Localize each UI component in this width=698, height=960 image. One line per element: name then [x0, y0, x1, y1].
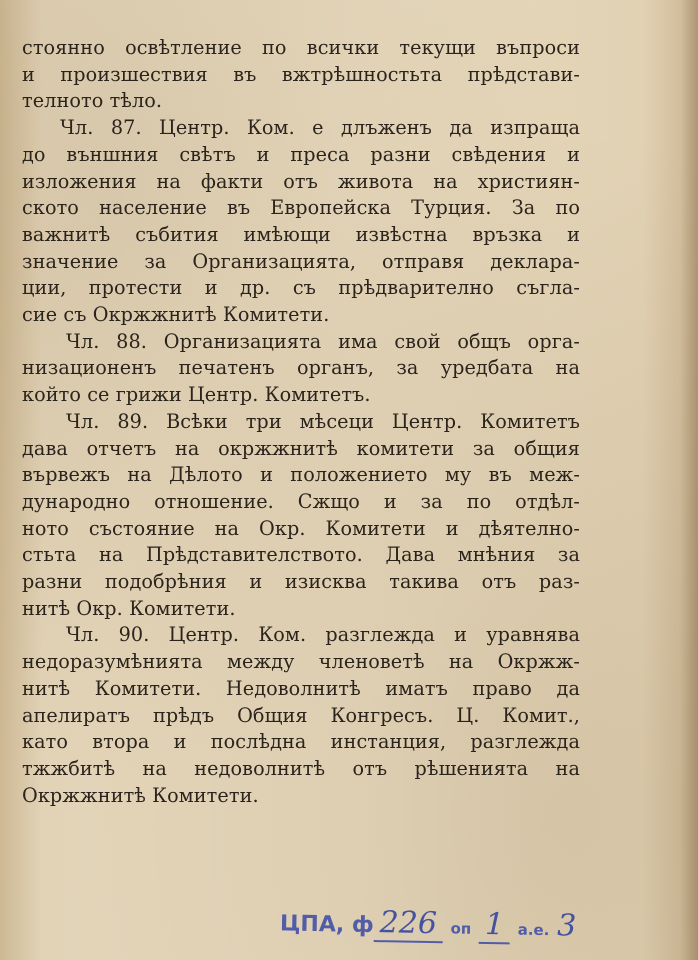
archive-stamp [280, 903, 577, 945]
text-line: стоянно освѣтление по всички текущи въпроси [22, 36, 580, 59]
stamp-unit-number: 3 [556, 908, 577, 944]
text-line: ции, протести и др. съ прѣдварително съгла- [22, 276, 580, 300]
text-line: дава отчетъ на окржжнитѣ комитети за общия [22, 436, 580, 460]
article-89-heading-line: Чл. 89. Всѣки три мѣсеци Центр. Комитетъ [66, 409, 580, 433]
stamp-op-label: оп [450, 919, 472, 938]
text-line: нитѣ Комитети. Недоволнитѣ иматъ право да [22, 676, 580, 700]
stamp-prefix: ЦПА, ф [279, 911, 374, 939]
article-90-heading-line: Чл. 90. Центр. Ком. разглежда и уравнява [66, 623, 580, 647]
text-line: като втора и послѣдна инстанция, разглежда [22, 730, 580, 754]
stamp-opis-number: 1 [479, 907, 511, 945]
article-87-heading-line: Чл. 87. Центр. Ком. е длъженъ да изпраща [60, 116, 580, 140]
page-edge-shadow [680, 0, 698, 960]
stamp-ae-label: а.е. [517, 920, 550, 940]
text-line: недоразумѣнията между членоветѣ на Окржж- [22, 650, 580, 674]
text-line: изложения на факти отъ живота на християн- [22, 169, 580, 193]
text-line: важнитѣ събития имѣющи извѣстна връзка и [22, 222, 580, 246]
text-line: сие съ Окржжнитѣ Комитети. [22, 303, 330, 327]
text-line: телното тѣло. [22, 89, 163, 113]
text-line: стьта на Прѣдставителството. Дава мнѣния за [22, 543, 580, 567]
text-line: апелиратъ прѣдъ Общия Конгресъ. Ц. Комит., [22, 703, 580, 727]
text-line: значение за Организацията, отправя деклара- [22, 249, 580, 273]
document-text [22, 35, 580, 809]
text-line: вървежъ на Дѣлото и положението му въ меж- [22, 463, 580, 487]
text-line: дународно отношение. Сжщо и за по отдѣл- [22, 489, 580, 513]
text-line: Окржжнитѣ Комитети. [22, 783, 259, 807]
text-line: нитѣ Окр. Комитети. [22, 596, 236, 620]
text-line: ното състояние на Окр. Комитети и дѣятелно- [22, 516, 580, 540]
text-line: тжжбитѣ на недоволнитѣ отъ рѣшенията на [22, 756, 580, 780]
text-line: до външния свѣтъ и преса разни свѣдения и [22, 142, 580, 166]
text-line: който се грижи Центр. Комитетъ. [22, 383, 371, 407]
text-line: низационенъ печатенъ органъ, за уредбата на [22, 356, 580, 380]
stamp-fond-number: 226 [373, 905, 443, 943]
text-line: и произшествия въ вжтрѣшностьта прѣдстави- [22, 62, 580, 86]
article-88-heading-line: Чл. 88. Организацията има свой общъ орга- [66, 329, 580, 353]
text-line: ското население въ Европейска Турция. За по [22, 196, 580, 220]
text-line: разни подобрѣния и изисква такива отъ раз- [22, 570, 580, 594]
